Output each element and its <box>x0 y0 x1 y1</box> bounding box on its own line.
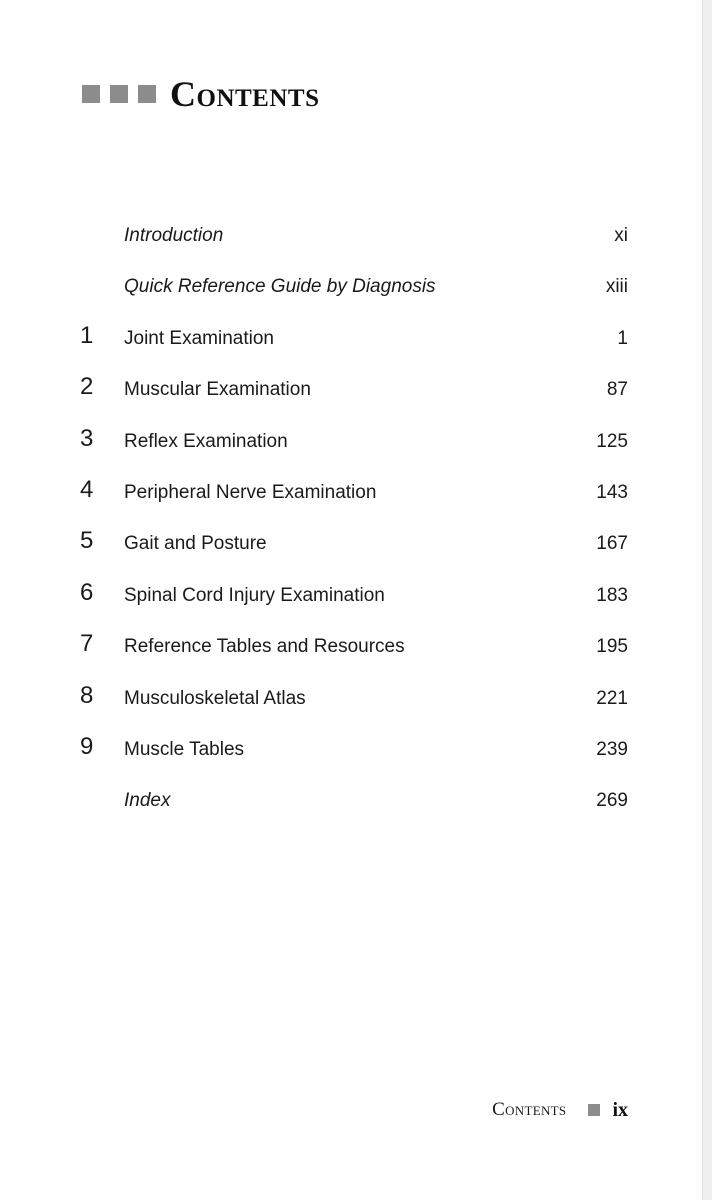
heading-square-marker <box>138 85 156 103</box>
entry-title: Quick Reference Guide by Diagnosis <box>124 276 436 298</box>
page-number: 195 <box>596 636 628 658</box>
entry-title: Muscle Tables <box>124 738 245 760</box>
entry-title: Peripheral Nerve Examination <box>124 481 377 503</box>
entry-title: Reference Tables and Resources <box>124 636 405 658</box>
page-number: 183 <box>596 584 628 606</box>
page-title: Contents <box>170 74 320 114</box>
toc-entry[interactable] <box>0 314 712 365</box>
page-number: xiii <box>605 276 628 298</box>
entry-title: Introduction <box>124 225 224 246</box>
chapter-number: 1 <box>80 321 94 349</box>
toc-entry[interactable] <box>0 776 712 827</box>
heading-square-marker <box>82 85 100 103</box>
page-number: 143 <box>596 481 628 503</box>
toc-entry[interactable] <box>0 211 712 262</box>
toc-entry[interactable] <box>0 725 712 776</box>
chapter-number: 6 <box>80 578 94 606</box>
toc-entry[interactable] <box>0 519 712 570</box>
page-heading <box>82 74 319 114</box>
page-number: 125 <box>596 430 628 452</box>
chapter-number: 4 <box>80 475 94 503</box>
chapter-number: 9 <box>80 732 94 760</box>
toc-entry[interactable] <box>0 468 712 519</box>
page-number: 1 <box>617 327 628 349</box>
chapter-number: 8 <box>80 681 94 709</box>
entry-title: Musculoskeletal Atlas <box>124 687 306 709</box>
toc-entry[interactable] <box>0 262 712 313</box>
footer-square-marker <box>588 1104 600 1116</box>
page-number: xi <box>614 225 628 246</box>
entry-title: Muscular Examination <box>124 379 311 401</box>
table-of-contents <box>0 211 712 828</box>
toc-entry[interactable] <box>0 417 712 468</box>
folio-page-number: ix <box>612 1098 628 1121</box>
heading-square-marker <box>110 85 128 103</box>
page-number: 221 <box>596 687 628 709</box>
page-number: 87 <box>606 379 628 401</box>
entry-title: Spinal Cord Injury Examination <box>124 584 385 606</box>
toc-entry[interactable] <box>0 365 712 416</box>
page-number: 167 <box>596 533 628 555</box>
chapter-number: 7 <box>80 630 94 658</box>
chapter-number: 5 <box>80 527 94 555</box>
toc-entry[interactable] <box>0 674 712 725</box>
toc-entry[interactable] <box>0 571 712 622</box>
entry-title: Gait and Posture <box>124 533 267 555</box>
entry-title: Joint Examination <box>124 327 274 349</box>
chapter-number: 2 <box>80 373 94 401</box>
entry-title: Reflex Examination <box>124 430 288 452</box>
entry-title: Index <box>124 790 171 812</box>
toc-entry[interactable] <box>0 622 712 673</box>
page-footer <box>492 1097 628 1123</box>
page-number: 269 <box>596 790 628 812</box>
running-head: Contents <box>492 1099 567 1120</box>
page-number: 239 <box>596 738 628 760</box>
chapter-number: 3 <box>80 424 94 452</box>
